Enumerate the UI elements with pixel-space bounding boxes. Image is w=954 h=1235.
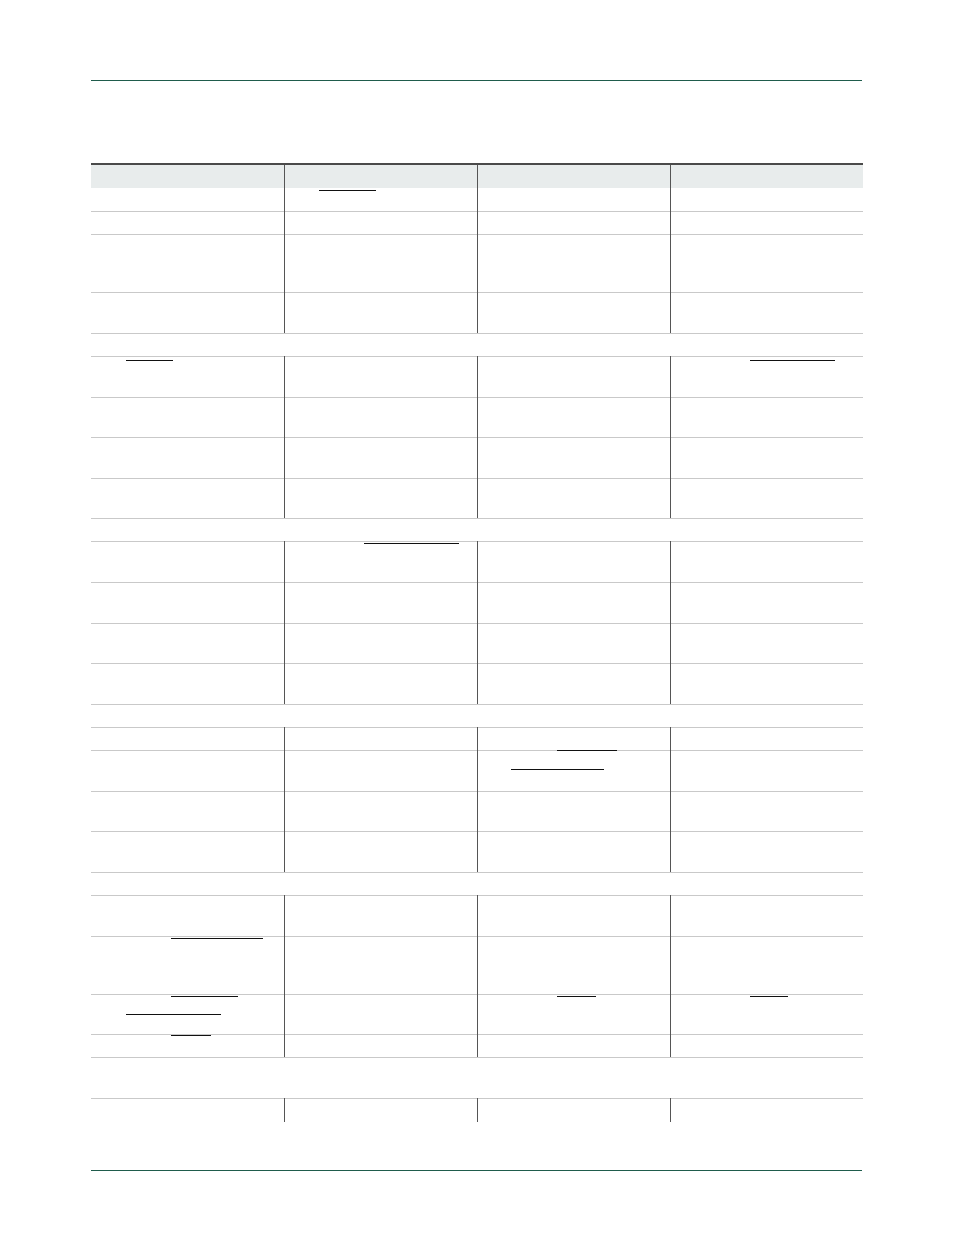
column-divider bbox=[670, 994, 671, 1034]
column-divider bbox=[670, 831, 671, 872]
column-divider bbox=[477, 292, 478, 333]
column-divider bbox=[477, 895, 478, 936]
column-divider bbox=[477, 541, 478, 582]
column-divider bbox=[284, 437, 285, 478]
table-row-divider bbox=[91, 872, 863, 873]
column-divider bbox=[284, 1098, 285, 1122]
column-divider bbox=[670, 663, 671, 704]
column-divider bbox=[477, 994, 478, 1034]
link-underline[interactable] bbox=[171, 938, 263, 939]
column-divider bbox=[670, 541, 671, 582]
column-divider bbox=[284, 936, 285, 994]
column-divider bbox=[284, 582, 285, 623]
link-underline[interactable] bbox=[364, 543, 459, 544]
table-row-divider bbox=[91, 704, 863, 705]
link-underline[interactable] bbox=[557, 750, 617, 751]
link-underline[interactable] bbox=[126, 1014, 221, 1015]
column-divider bbox=[284, 356, 285, 397]
column-divider bbox=[284, 895, 285, 936]
column-divider bbox=[477, 478, 478, 518]
column-divider bbox=[670, 397, 671, 437]
column-divider bbox=[477, 165, 478, 211]
column-divider bbox=[670, 791, 671, 831]
column-divider bbox=[477, 936, 478, 994]
column-divider bbox=[670, 895, 671, 936]
column-divider bbox=[670, 356, 671, 397]
column-divider bbox=[284, 623, 285, 663]
column-divider bbox=[284, 234, 285, 292]
column-divider bbox=[284, 478, 285, 518]
column-divider bbox=[477, 791, 478, 831]
column-divider bbox=[477, 356, 478, 397]
column-divider bbox=[477, 663, 478, 704]
column-divider bbox=[670, 437, 671, 478]
column-divider bbox=[670, 1098, 671, 1122]
column-divider bbox=[284, 165, 285, 211]
column-divider bbox=[284, 727, 285, 750]
column-divider bbox=[284, 292, 285, 333]
column-divider bbox=[670, 165, 671, 211]
column-divider bbox=[670, 936, 671, 994]
column-divider bbox=[284, 831, 285, 872]
table-row-divider bbox=[91, 1057, 863, 1058]
column-divider bbox=[284, 994, 285, 1034]
column-divider bbox=[477, 437, 478, 478]
link-underline[interactable] bbox=[171, 1035, 211, 1036]
table-row-divider bbox=[91, 333, 863, 334]
data-table bbox=[91, 163, 863, 1122]
link-underline[interactable] bbox=[126, 360, 173, 361]
link-underline[interactable] bbox=[750, 996, 788, 997]
column-divider bbox=[477, 211, 478, 234]
column-divider bbox=[284, 541, 285, 582]
column-divider bbox=[477, 1098, 478, 1122]
column-divider bbox=[670, 727, 671, 750]
column-divider bbox=[284, 397, 285, 437]
column-divider bbox=[670, 582, 671, 623]
column-divider bbox=[477, 750, 478, 791]
link-underline[interactable] bbox=[750, 360, 835, 361]
link-underline[interactable] bbox=[319, 190, 376, 191]
footer-rule bbox=[91, 1170, 862, 1171]
column-divider bbox=[284, 211, 285, 234]
column-divider bbox=[477, 1034, 478, 1057]
column-divider bbox=[477, 397, 478, 437]
column-divider bbox=[670, 750, 671, 791]
column-divider bbox=[477, 234, 478, 292]
column-divider bbox=[284, 663, 285, 704]
column-divider bbox=[670, 623, 671, 663]
column-divider bbox=[670, 1034, 671, 1057]
header-rule bbox=[91, 80, 862, 81]
column-divider bbox=[670, 292, 671, 333]
column-divider bbox=[670, 478, 671, 518]
column-divider bbox=[284, 750, 285, 791]
column-divider bbox=[670, 234, 671, 292]
column-divider bbox=[477, 831, 478, 872]
column-divider bbox=[284, 1034, 285, 1057]
column-divider bbox=[670, 211, 671, 234]
column-divider bbox=[477, 582, 478, 623]
column-divider bbox=[477, 623, 478, 663]
column-divider bbox=[477, 727, 478, 750]
link-underline[interactable] bbox=[511, 769, 604, 770]
link-underline[interactable] bbox=[557, 996, 596, 997]
link-underline[interactable] bbox=[171, 996, 238, 997]
table-row-divider bbox=[91, 518, 863, 519]
column-divider bbox=[284, 791, 285, 831]
